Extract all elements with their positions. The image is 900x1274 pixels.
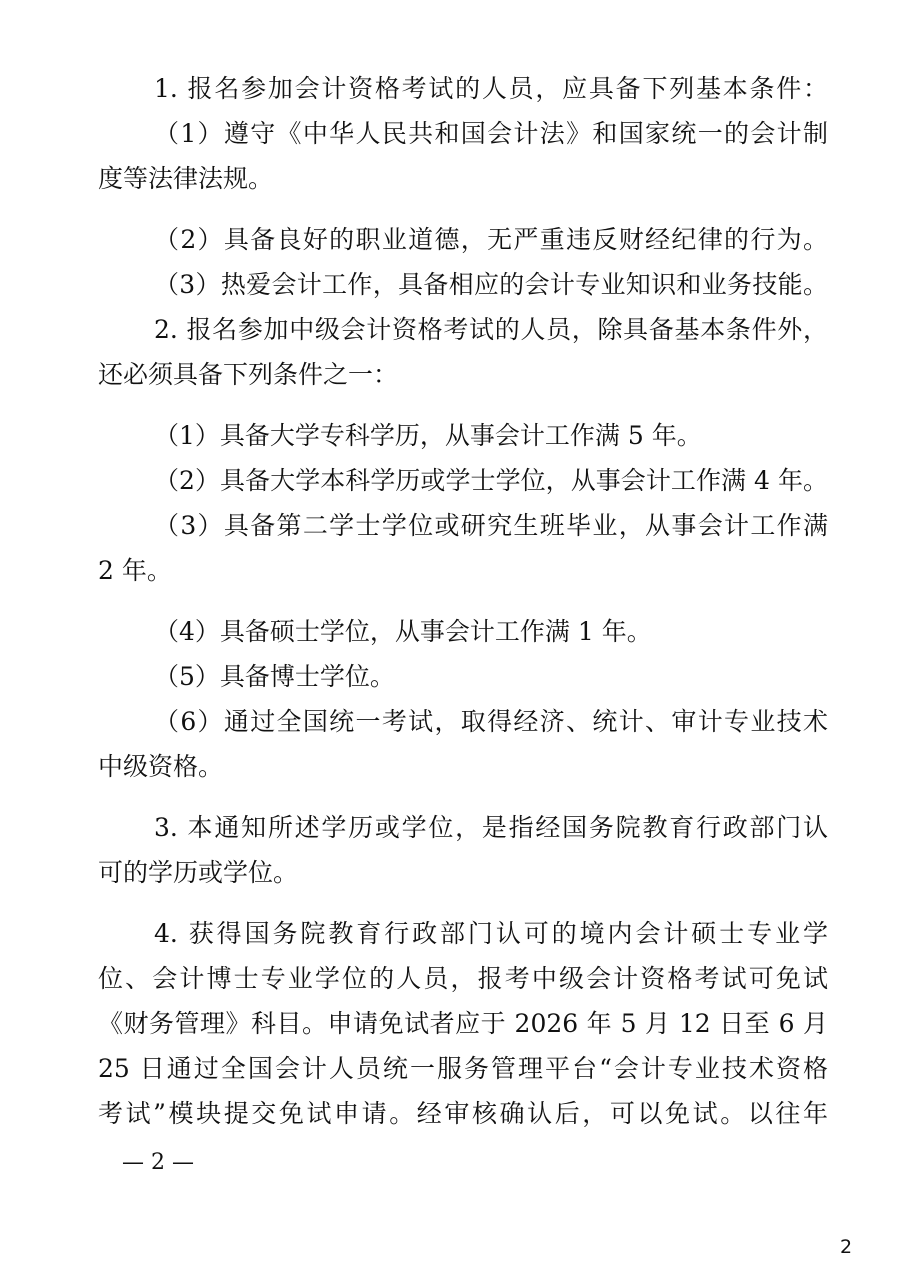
text-line-item-2-4: （4）具备硕士学位，从事会计工作满 1 年。 [154,617,652,646]
text-line-item-1-2: （2）具备良好的职业道德，无严重违反财经纪律的行为。 [154,225,828,254]
text-line-section-2-heading: 2. 报名参加中级会计资格考试的人员，除具备基本条件外， [154,315,828,344]
text-line-section-4: 4. 获得国务院教育行政部门认可的境内会计硕士专业学 [154,919,828,948]
text-line-item-1-3: （3）热爱会计工作，具备相应的会计专业知识和业务技能。 [154,270,828,299]
text-line-section-2-heading-cont: 还必须具备下列条件之一： [98,360,399,389]
text-line-item-2-6-cont: 中级资格。 [98,752,224,781]
text-line-section-3-cont: 可的学历或学位。 [98,858,299,887]
text-line-section-1-heading: 1. 报名参加会计资格考试的人员，应具备下列基本条件： [154,74,828,103]
text-line-item-2-1: （1）具备大学专科学历，从事会计工作满 5 年。 [154,421,702,450]
text-line-item-2-3-cont: 2 年。 [98,556,172,585]
text-line-item-2-6: （6）通过全国统一考试，取得经济、统计、审计专业技术 [154,707,828,736]
text-line-section-4-cont-1: 位、会计博士专业学位的人员，报考中级会计资格考试可免试 [98,964,828,993]
text-line-section-4-cont-4: 考试”模块提交免试申请。经审核确认后，可以免试。以往年 [98,1099,828,1128]
text-line-item-2-3: （3）具备第二学士学位或研究生班毕业，从事会计工作满 [154,511,828,540]
document-body [98,66,828,1136]
text-line-item-2-5: （5）具备博士学位。 [154,662,395,691]
sheet-page-number: 2 [840,1236,853,1258]
text-line-item-1-1: （1）遵守《中华人民共和国会计法》和国家统一的会计制 [154,119,828,148]
text-line-item-2-2: （2）具备大学本科学历或学士学位，从事会计工作满 4 年。 [154,466,828,495]
text-line-section-4-cont-2: 《财务管理》科目。申请免试者应于 2026 年 5 月 12 日至 6 月 [98,1009,828,1038]
text-line-item-1-1-cont: 度等法律法规。 [98,164,274,193]
text-line-section-4-cont-3: 25 日通过全国会计人员统一服务管理平台“会计专业技术资格 [98,1054,828,1083]
text-line-section-3: 3. 本通知所述学历或学位，是指经国务院教育行政部门认 [154,813,828,842]
page-number-footer: — 2 — [122,1150,194,1175]
